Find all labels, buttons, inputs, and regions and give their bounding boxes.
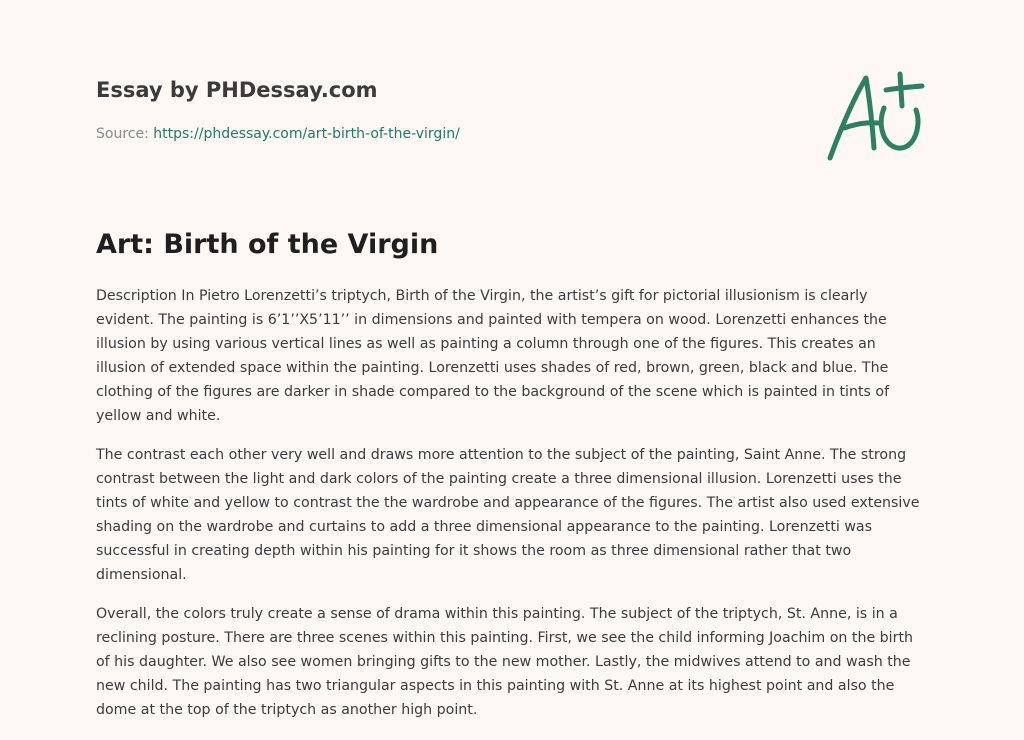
site-title: Essay by PHDessay.com: [96, 78, 378, 102]
source-line: [96, 124, 796, 144]
article-title: Art: Birth of the Virgin: [96, 229, 439, 260]
article-paragraph-1: Description In Pietro Lorenzetti’s triptych, Birth of the Virgin, the artist’s gift for pictorial illusionism is clearly evident. The painting is 6’1’’X5’11’’ in dimensions and painted with tempera on wood. Lorenzetti enhances the illusion by using various vertical lines as well as painting a column through one of the figures. This creates an illusion of extended space within the painting. Lorenzetti uses shades of red, brown, green, black and blue. The clothing of the figures are darker in shade compared to the background of the scene which is painted in tints of yellow and white.: [96, 288, 890, 424]
page-header: [96, 76, 796, 144]
a-plus-icon: [822, 66, 932, 166]
source-label: Source:: [96, 126, 149, 142]
source-link[interactable]: https://phdessay.com/art-birth-of-the-virgin/: [153, 126, 460, 142]
article-paragraph-3: Overall, the colors truly create a sense of drama within this painting. The subject of the triptych, St. Anne, is in a reclining posture. There are three scenes within this painting. First, we see the child informing Joachim on the birth of his daughter. We also see women bringing gifts to the new mother. Lastly, the midwives attend to and wash the new child. The painting has two triangular aspects in this painting with St. Anne at its highest point and also the dome at the top of the triptych as another high point.: [96, 606, 914, 718]
article: [96, 226, 926, 737]
article-paragraph-2: The contrast each other very well and draws more attention to the subject of the painting, Saint Anne. The strong contrast between the light and dark colors of the painting create a three dimensional illusion. Lorenzetti uses the tints of white and yellow to contrast the the wardrobe and appearance of the figures. The artist also used extensive shading on the wardrobe and curtains to add a three dimensional appearance to the painting. Lorenzetti was successful in creating depth within his painting for it shows the room as three dimensional rather that two dimensional.: [96, 447, 920, 583]
